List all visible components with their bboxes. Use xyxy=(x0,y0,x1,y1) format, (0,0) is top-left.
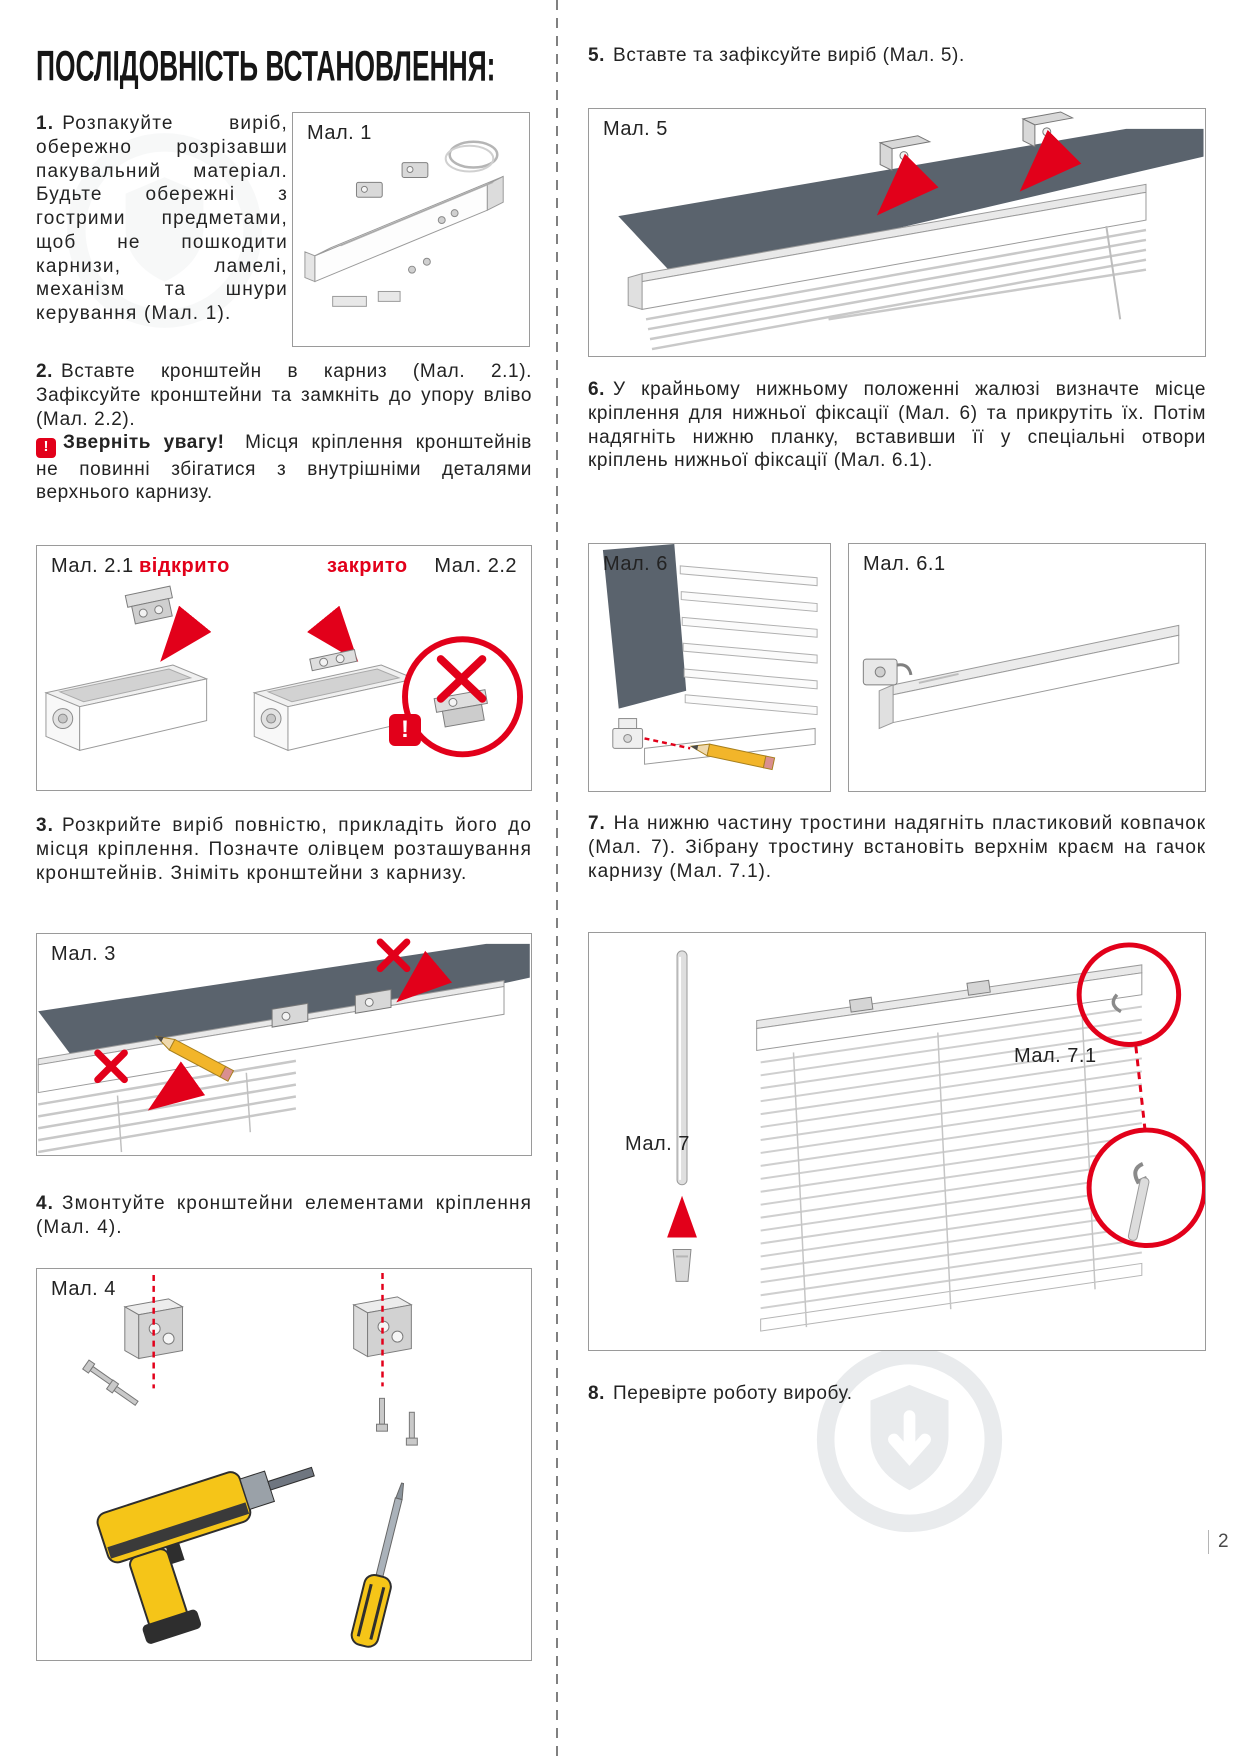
figure-2-closed-label: закрито xyxy=(327,555,408,577)
figure-3-label: Мал. 3 xyxy=(51,943,116,965)
drilling-brackets-illustration xyxy=(37,1269,531,1660)
figure-6-1-label: Мал. 6.1 xyxy=(863,553,946,575)
figure-6-label: Мал. 6 xyxy=(603,553,668,575)
step-2-text: 2. Вставте кронштейн в карниз (Мал. 2.1). Зафіксуйте кронштейни та замкніть до упору вліво (Мал. 2.2). xyxy=(36,361,532,430)
mounting-headrail-illustration xyxy=(589,109,1205,356)
step-8-number: 8. xyxy=(588,1383,606,1404)
figure-7 xyxy=(588,932,1206,1351)
step-5-text: Вставте та зафіксуйте виріб (Мал. 5). xyxy=(613,45,965,66)
bracket-insertion-illustration xyxy=(37,546,531,790)
step-1 xyxy=(36,112,288,326)
step-5-number: 5. xyxy=(588,45,606,66)
column-divider xyxy=(556,0,558,1760)
figure-5-label: Мал. 5 xyxy=(603,118,668,140)
step-2 xyxy=(36,360,532,505)
figure-4 xyxy=(36,1268,532,1661)
step-3-number: 3. xyxy=(36,815,55,836)
step-7-text: На нижню частину тростини надягніть пластиковий ковпачок (Мал. 7). Зібрану тростину встановіть верхнім краєм на гачок карнизу (Мал. 7.1). xyxy=(588,813,1206,882)
step-7-number: 7. xyxy=(588,813,606,834)
alert-icon: ! xyxy=(389,714,421,746)
step-5 xyxy=(588,44,1206,68)
step-3-text: Розкрийте виріб повністю, прикладіть його до місця кріплення. Позначте олівцем розташування кронштейнів. Зніміть кронштейни з карнизу. xyxy=(36,815,532,884)
figure-2 xyxy=(36,545,532,791)
figure-2-2-label: Мал. 2.2 xyxy=(434,555,517,577)
step-6-number: 6. xyxy=(588,379,606,400)
step-8 xyxy=(588,1382,1206,1406)
step-4 xyxy=(36,1192,532,1240)
step-4-number: 4. xyxy=(36,1193,55,1214)
page-number: 2 xyxy=(1208,1530,1229,1554)
warning-title: Зверніть увагу! xyxy=(63,432,225,454)
step-7 xyxy=(588,812,1206,883)
figure-5 xyxy=(588,108,1206,357)
screwdriver-icon xyxy=(350,1480,417,1649)
figure-2-open-label: відкрито xyxy=(139,555,230,577)
figure-2-1-label: Мал. 2.1 xyxy=(51,555,134,577)
warning-icon: ! xyxy=(36,438,56,458)
figure-7-label: Мал. 7 xyxy=(625,1133,690,1155)
figure-6 xyxy=(588,543,831,792)
marking-positions-illustration xyxy=(37,934,531,1155)
step-3 xyxy=(36,814,532,885)
step-6 xyxy=(588,378,1206,473)
step-1-number: 1. xyxy=(36,113,55,134)
step-4-text: Змонтуйте кронштейни елементами кріплення (Мал. 4). xyxy=(36,1193,532,1238)
lower-fixation-marking-illustration xyxy=(589,544,830,791)
step-6-text: У крайньому нижньому положенні жалюзі визначте місце кріплення для нижньої фіксації (Мал. 6) та прикрутіть їх. Потім надягніть нижню планку, вставивши її у спеціальні отвори кріплень нижньої фіксації (Мал. 6.1). xyxy=(588,379,1206,472)
figure-3 xyxy=(36,933,532,1156)
watermark-logo xyxy=(812,1342,1007,1537)
figure-1 xyxy=(292,112,530,347)
bottom-rail-illustration xyxy=(849,544,1205,791)
figure-1-label: Мал. 1 xyxy=(307,122,372,144)
step-2-number: 2. xyxy=(36,361,54,382)
step-8-text: Перевірте роботу виробу. xyxy=(613,1383,853,1404)
headrail-unpacking-illustration xyxy=(293,113,529,346)
figure-7-1-label: Мал. 7.1 xyxy=(1014,1045,1097,1067)
page-title: ПОСЛІДОВНІСТЬ ВСТАНОВЛЕННЯ: xyxy=(36,42,496,90)
figure-4-label: Мал. 4 xyxy=(51,1278,116,1300)
step-1-text: Розпакуйте виріб, обережно розрізавши пакувальний матеріал. Будьте обережні з гострими предметами, щоб не пошкодити карнизи, ламелі, механізм та шнури керування (Мал. 1). xyxy=(36,113,288,324)
figure-6-1 xyxy=(848,543,1206,792)
step-2-warning: ! Зверніть увагу! Місця кріплення кронштейнів не повинні збігатися з внутрішніми деталями верхнього карнизу. xyxy=(36,432,532,504)
drill-icon xyxy=(95,1447,348,1648)
